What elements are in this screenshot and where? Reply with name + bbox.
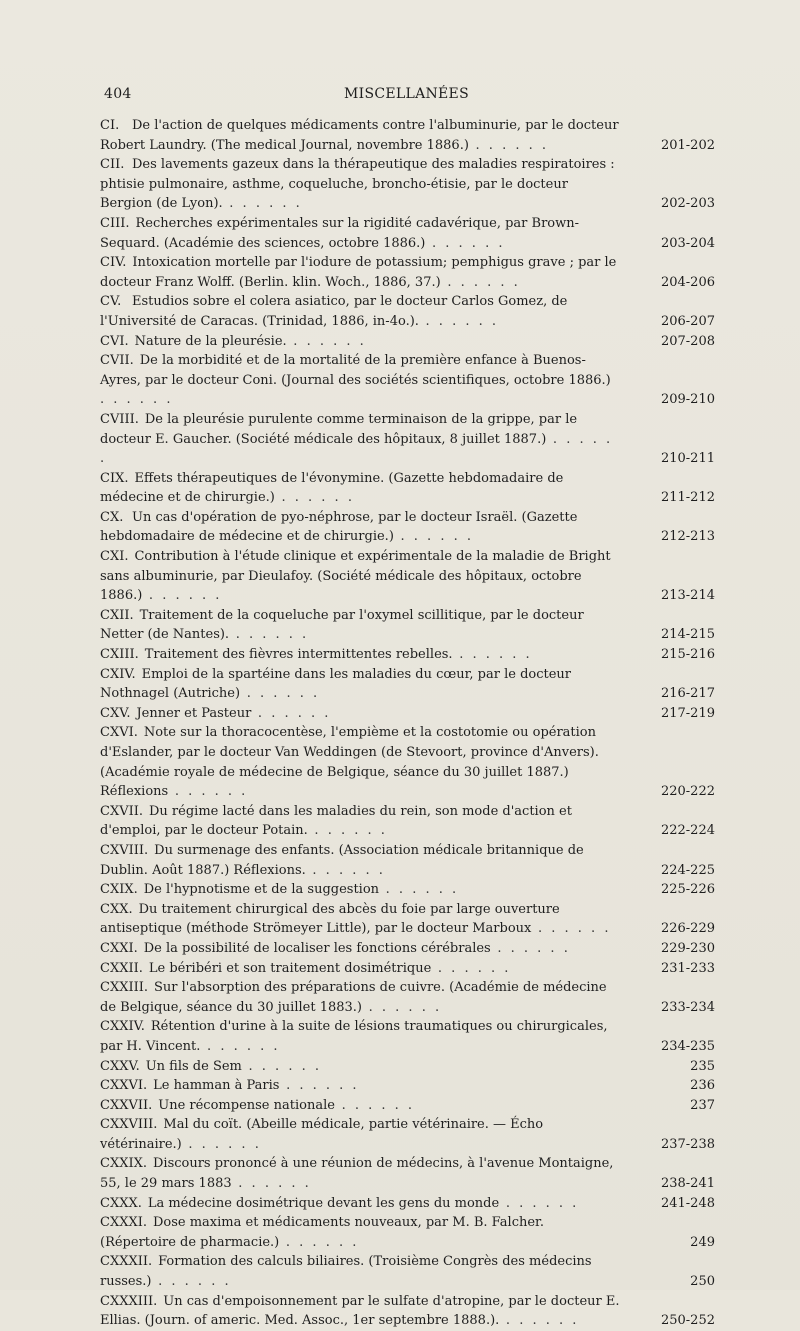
toc-entry-number: CXXIX. bbox=[100, 1156, 147, 1172]
toc-entry-pages: 250-252 bbox=[660, 1313, 715, 1329]
toc-entry-pages: 237-238 bbox=[660, 1136, 715, 1152]
toc-entry bbox=[100, 116, 715, 155]
toc-entry-title: De l'hypnotisme et de la suggestion bbox=[143, 882, 380, 898]
toc-entry-number: CXV. bbox=[100, 705, 131, 721]
toc-entry-title: Le béribéri et son traitement dosimétrique bbox=[148, 960, 432, 976]
toc-entry-number: CXXI. bbox=[100, 940, 138, 956]
toc-entry-number: CXXXIII. bbox=[100, 1293, 158, 1309]
toc-entry-number: CXXIV. bbox=[100, 1019, 145, 1035]
toc-entry-title: Rétention d'urine à la suite de lésions traumatiques ou chirurgicales, par H. Vincent. bbox=[100, 1019, 608, 1054]
toc-entry bbox=[100, 1194, 715, 1214]
toc-entry-title: Du traitement chirurgical des abcès du foie par large ouverture antiseptique (méthode Strömeyer Little), par le docteur Marboux bbox=[100, 901, 560, 937]
toc-entry bbox=[100, 547, 715, 606]
toc-entry-pages: 216-217 bbox=[660, 686, 715, 702]
toc-entry-title: Discours prononcé à une réunion de médecins, à l'avenue Montaigne, 55, le 29 mars 1883 bbox=[100, 1156, 614, 1192]
toc-entry bbox=[100, 1057, 715, 1077]
toc-entry-pages: 212-213 bbox=[660, 529, 715, 545]
toc-entry-text bbox=[100, 116, 715, 155]
dot-leader: . . . . . . bbox=[418, 313, 499, 329]
toc-entry-number: CIII. bbox=[100, 215, 130, 231]
toc-entry-text bbox=[100, 253, 715, 292]
toc-entry-number: CXXVII. bbox=[100, 1097, 153, 1113]
toc-entry-title: De la pleurésie purulente comme terminaison de la grippe, par le docteur E. Gaucher. (Société médicale des hôpitaux, 8 juillet 1887.) bbox=[100, 411, 578, 447]
dot-leader: . . . . . . bbox=[379, 882, 459, 898]
toc-entry-number: CXI. bbox=[100, 549, 129, 565]
toc-entry-pages: 225-226 bbox=[660, 882, 715, 898]
dot-leader: . . . . . . bbox=[334, 1097, 415, 1113]
toc-entry-number: CXII. bbox=[100, 607, 134, 623]
toc-entry-number: CXXIII. bbox=[100, 980, 148, 996]
toc-entry bbox=[100, 900, 715, 939]
toc-entry bbox=[100, 1017, 715, 1056]
toc-entry-title: Effets thérapeutiques de l'évonymine. (Gazette hebdomadaire de médecine et de chirurgie.) bbox=[100, 470, 564, 506]
toc-entry bbox=[100, 410, 715, 469]
dot-leader: . . . . . . bbox=[362, 999, 442, 1015]
toc-entry-pages: 215-216 bbox=[660, 647, 715, 663]
toc-entry-number: CXVI. bbox=[100, 725, 138, 741]
toc-entry-pages: 238-241 bbox=[660, 1176, 715, 1192]
toc-entry-title: Nature de la pleurésie. bbox=[134, 333, 287, 349]
toc-entry-number: CXXV. bbox=[100, 1058, 140, 1074]
toc-entry-text bbox=[100, 1096, 715, 1116]
dot-leader: . . . . . . bbox=[279, 1234, 359, 1250]
toc-entry-pages: 224-225 bbox=[660, 862, 715, 878]
toc-entry bbox=[100, 704, 715, 724]
toc-entry-pages: 249 bbox=[690, 1234, 715, 1250]
toc-entry-title: Estudios sobre el colera asiatico, par le docteur Carlos Gomez, de l'Université de Caracas. (Trinidad, 1886, in-4o.). bbox=[100, 294, 568, 329]
toc-entry bbox=[100, 880, 715, 900]
toc-entry-text bbox=[100, 645, 715, 665]
toc-entry-pages: 214-215 bbox=[660, 627, 715, 643]
dot-leader: . . . . . . bbox=[490, 940, 571, 956]
toc-entry bbox=[100, 1076, 715, 1096]
dot-leader: . . . . . . bbox=[142, 588, 222, 604]
toc-entry-number: CVIII. bbox=[100, 411, 139, 427]
toc-entry-pages: 233-234 bbox=[660, 999, 715, 1015]
toc-entry-title: Un cas d'empoisonnement par le sulfate d'atropine, par le docteur E. Ellias. (Journ. of americ. Med. Assoc., 1er septembre 1888.). bbox=[100, 1293, 620, 1329]
toc-entry-pages: 203-204 bbox=[660, 235, 715, 251]
toc-entry bbox=[100, 802, 715, 841]
toc-entry-title: Un cas d'opération de pyo-néphrose, par le docteur Israël. (Gazette hebdomadaire de médecine et de chirurgie.) bbox=[100, 509, 578, 545]
toc-entry-pages: 213-214 bbox=[660, 588, 715, 604]
toc-entry bbox=[100, 351, 715, 410]
toc-entry-number: CIX. bbox=[100, 470, 129, 486]
toc-entry-text bbox=[100, 1292, 715, 1331]
toc-entry-title: De la possibilité de localiser les fonctions cérébrales bbox=[143, 940, 491, 956]
toc-entry-text bbox=[100, 332, 715, 352]
dot-leader: . . . . . . bbox=[499, 1313, 579, 1329]
dot-leader: . . . . . . bbox=[200, 1038, 281, 1054]
dot-leader: . . . . . . bbox=[240, 686, 320, 702]
toc-entry-text bbox=[100, 410, 715, 469]
toc-entry-text bbox=[100, 1076, 715, 1096]
toc-entry bbox=[100, 1154, 715, 1193]
toc-entry-text bbox=[100, 1154, 715, 1193]
table-of-contents bbox=[100, 116, 715, 1331]
toc-entry-pages: 250 bbox=[690, 1274, 715, 1290]
dot-leader: . . . . . . bbox=[181, 1136, 262, 1152]
toc-entry-pages: 237 bbox=[690, 1097, 715, 1113]
toc-entry-title: Jenner et Pasteur bbox=[136, 705, 252, 721]
toc-entry-number: CXX. bbox=[100, 901, 133, 917]
toc-entry bbox=[100, 508, 715, 547]
dot-leader: . . . . . . bbox=[307, 823, 388, 839]
toc-entry-pages: 211-212 bbox=[660, 490, 715, 506]
toc-entry bbox=[100, 155, 715, 214]
dot-leader: . . . . . . bbox=[251, 705, 331, 721]
toc-entry-pages: 206-207 bbox=[660, 313, 715, 329]
toc-entry-text bbox=[100, 723, 715, 801]
toc-entry bbox=[100, 214, 715, 253]
dot-leader: . . . . . . bbox=[431, 960, 511, 976]
dot-leader: . . . . . . bbox=[393, 529, 474, 545]
toc-entry-number: CVII. bbox=[100, 353, 134, 369]
toc-entry-title: Mal du coït. (Abeille médicale, partie vétérinaire. — Écho vétérinaire.) bbox=[100, 1117, 544, 1152]
toc-entry-text bbox=[100, 1115, 715, 1154]
toc-entry bbox=[100, 1096, 715, 1116]
toc-entry-text bbox=[100, 1194, 715, 1214]
dot-leader: . . . . . . bbox=[279, 1078, 360, 1094]
toc-entry bbox=[100, 1292, 715, 1331]
toc-entry bbox=[100, 1252, 715, 1291]
toc-entry-text bbox=[100, 508, 715, 547]
toc-entry-title: Contribution à l'étude clinique et expérimentale de la maladie de Bright sans albuminurie, par Dieulafoy. (Société médicale des hôpitaux, octobre 1886.) bbox=[100, 549, 611, 604]
toc-entry-title: Emploi de la spartéine dans les maladies du cœur, par le docteur Nothnagel (Autriche) bbox=[100, 666, 572, 702]
toc-entry-number: CXIX. bbox=[100, 882, 138, 898]
page-title: MISCELLANÉES bbox=[344, 86, 469, 102]
toc-entry-number: CXIV. bbox=[100, 666, 136, 682]
toc-entry-text bbox=[100, 606, 715, 645]
toc-entry-title: De la morbidité et de la mortalité de la première enfance à Buenos-Ayres, par le docteur Coni. (Journal des sociétés scientifiques, octobre 1886.) bbox=[100, 353, 611, 388]
toc-entry-title: Du surmenage des enfants. (Association médicale britannique de Dublin. Août 1887.) Réflexions. bbox=[100, 842, 584, 878]
toc-entry bbox=[100, 332, 715, 352]
toc-entry-pages: 201-202 bbox=[660, 137, 715, 153]
toc-entry-text bbox=[100, 880, 715, 900]
toc-entry bbox=[100, 253, 715, 292]
toc-entry-number: CVI. bbox=[100, 333, 129, 349]
dot-leader: . . . . . . bbox=[274, 490, 355, 506]
dot-leader: . . . . . . bbox=[440, 274, 521, 290]
dot-leader: . . . . . . bbox=[531, 921, 611, 937]
toc-entry-title: Formation des calculs biliaires. (Troisième Congrès des médecins russes.) bbox=[100, 1254, 592, 1290]
toc-entry-title: Du régime lacté dans les maladies du rein, son mode d'action et d'emploi, par le docteur Potain. bbox=[100, 803, 572, 839]
toc-entry-title: Des lavements gazeux dans la thérapeutique des maladies respiratoires : phtisie pulmonaire, asthme, coqueluche, broncho-étisie, par le docteur Bergion (de Lyon). bbox=[100, 157, 615, 212]
toc-entry-pages: 204-206 bbox=[660, 274, 715, 290]
toc-entry-number: CXXX. bbox=[100, 1195, 142, 1211]
dot-leader: . . . . . . bbox=[499, 1195, 579, 1211]
toc-entry-number: CIV. bbox=[100, 255, 127, 271]
toc-entry-text bbox=[100, 1252, 715, 1291]
toc-entry bbox=[100, 939, 715, 959]
toc-entry-number: CI. bbox=[100, 118, 120, 133]
page-header bbox=[104, 86, 709, 106]
toc-entry-text bbox=[100, 292, 715, 331]
toc-entry-text bbox=[100, 939, 715, 959]
toc-entry-number: CXVII. bbox=[100, 803, 143, 819]
dot-leader: . . . . . . bbox=[222, 196, 303, 212]
toc-entry-pages: 236 bbox=[690, 1078, 715, 1094]
toc-entry-text bbox=[100, 841, 715, 880]
toc-entry-text bbox=[100, 665, 715, 704]
dot-leader: . . . . . . bbox=[168, 784, 248, 800]
dot-leader: . . . . . . bbox=[425, 235, 505, 251]
toc-entry-number: CX. bbox=[100, 509, 124, 525]
toc-entry-number: CXXXI. bbox=[100, 1215, 147, 1231]
toc-entry-title: Traitement des fièvres intermittentes rebelles. bbox=[144, 647, 453, 663]
toc-entry-pages: 210-211 bbox=[660, 451, 715, 467]
toc-entry-text bbox=[100, 469, 715, 508]
toc-entry-text bbox=[100, 155, 715, 214]
dot-leader: . . . . . . bbox=[100, 392, 173, 408]
toc-entry-title: De l'action de quelques médicaments contre l'albuminurie, par le docteur Robert Laundry. (The medical Journal, novembre 1886.) bbox=[100, 118, 619, 153]
toc-entry-pages: 241-248 bbox=[660, 1195, 715, 1211]
toc-entry bbox=[100, 978, 715, 1017]
toc-entry-pages: 226-229 bbox=[660, 921, 715, 937]
toc-entry-number: CXIII. bbox=[100, 647, 139, 663]
toc-entry bbox=[100, 292, 715, 331]
toc-entry bbox=[100, 723, 715, 801]
dot-leader: . . . . . . bbox=[151, 1274, 232, 1290]
toc-entry-pages: 229-230 bbox=[660, 940, 715, 956]
toc-entry-title: Recherches expérimentales sur la rigidité cadavérique, par Brown-Sequard. (Académie des sciences, octobre 1886.) bbox=[100, 215, 580, 251]
dot-leader: . . . . . . bbox=[100, 431, 613, 467]
dot-leader: . . . . . . bbox=[468, 137, 549, 153]
toc-entry-pages: 235 bbox=[690, 1058, 715, 1074]
toc-entry-text bbox=[100, 547, 715, 606]
toc-entry-number: CII. bbox=[100, 157, 125, 173]
toc-entry-text bbox=[100, 214, 715, 253]
toc-entry-title: Dose maxima et médicaments nouveaux, par M. B. Falcher. (Répertoire de pharmacie.) bbox=[100, 1215, 544, 1250]
toc-entry-number: CXXXII. bbox=[100, 1254, 153, 1270]
toc-entry-text bbox=[100, 1213, 715, 1252]
toc-entry bbox=[100, 1115, 715, 1154]
toc-entry-pages: 209-210 bbox=[660, 392, 715, 408]
toc-entry-title: Une récompense nationale bbox=[158, 1097, 335, 1113]
toc-entry-number: CXVIII. bbox=[100, 842, 149, 858]
toc-entry-pages: 220-222 bbox=[660, 784, 715, 800]
toc-entry-title: Note sur la thoracocentèse, l'empième et la costotomie ou opération d'Eslander, par le docteur Van Weddingen (de Stevoort, province d'Anvers). (Académie royale de médecine de Belgique, séance du 30 juillet 1887.) Réflexions bbox=[100, 725, 599, 800]
toc-entry-title: Traitement de la coqueluche par l'oxymel scillitique, par le docteur Netter (de Nantes). bbox=[100, 607, 584, 643]
toc-entry-number: CV. bbox=[100, 294, 122, 310]
toc-entry-text bbox=[100, 704, 715, 724]
toc-entry-text bbox=[100, 351, 715, 410]
dot-leader: . . . . . . bbox=[231, 1176, 312, 1192]
dot-leader: . . . . . . bbox=[305, 862, 386, 878]
page-number: 404 bbox=[104, 86, 132, 102]
toc-entry-title: Sur l'absorption des préparations de cuivre. (Académie de médecine de Belgique, séance du 30 juillet 1883.) bbox=[100, 980, 607, 1015]
toc-entry bbox=[100, 665, 715, 704]
dot-leader: . . . . . . bbox=[452, 647, 533, 663]
toc-entry-pages: 234-235 bbox=[660, 1038, 715, 1054]
toc-entry-text bbox=[100, 802, 715, 841]
toc-entry-pages: 222-224 bbox=[660, 823, 715, 839]
dot-leader: . . . . . . bbox=[229, 627, 309, 643]
toc-entry-text bbox=[100, 900, 715, 939]
toc-entry-pages: 202-203 bbox=[660, 196, 715, 212]
toc-entry-title: Un fils de Sem bbox=[145, 1058, 242, 1074]
toc-entry-title: La médecine dosimétrique devant les gens du monde bbox=[147, 1195, 500, 1211]
toc-entry bbox=[100, 606, 715, 645]
toc-entry-text bbox=[100, 978, 715, 1017]
toc-entry bbox=[100, 841, 715, 880]
toc-entry-number: CXXVI. bbox=[100, 1078, 148, 1094]
toc-entry-title: Intoxication mortelle par l'iodure de potassium; pemphigus grave ; par le docteur Franz Wolff. (Berlin. klin. Woch., 1886, 37.) bbox=[100, 255, 617, 290]
toc-entry-number: CXXVIII. bbox=[100, 1117, 158, 1133]
toc-entry-text bbox=[100, 1057, 715, 1077]
toc-entry-pages: 217-219 bbox=[660, 705, 715, 721]
toc-entry-text bbox=[100, 1017, 715, 1056]
toc-entry bbox=[100, 959, 715, 979]
toc-entry-text bbox=[100, 959, 715, 979]
toc-entry-number: CXXII. bbox=[100, 960, 143, 976]
toc-entry-pages: 231-233 bbox=[660, 960, 715, 976]
dot-leader: . . . . . . bbox=[286, 333, 367, 349]
toc-entry-pages: 207-208 bbox=[660, 333, 715, 349]
toc-entry bbox=[100, 1213, 715, 1252]
dot-leader: . . . . . . bbox=[241, 1058, 322, 1074]
toc-entry bbox=[100, 469, 715, 508]
toc-entry-title: Le hamman à Paris bbox=[153, 1078, 280, 1094]
toc-entry bbox=[100, 645, 715, 665]
